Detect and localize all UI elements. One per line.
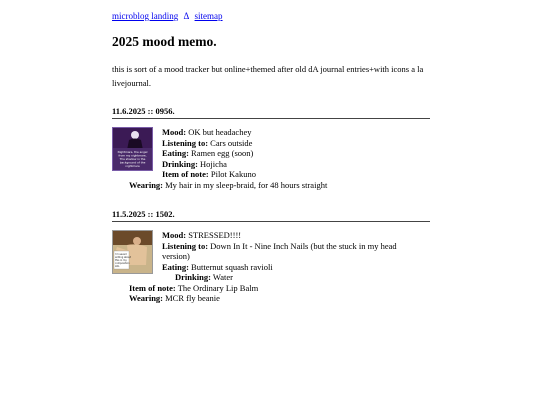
listening-label: Listening to: <box>162 137 209 148</box>
entry-body <box>112 230 430 304</box>
mood-line <box>162 127 430 138</box>
page-title: 2025 mood memo. <box>112 34 217 49</box>
drinking-label: Drinking: <box>162 158 198 169</box>
drinking-label: Drinking: <box>175 272 211 282</box>
night-figure-icon <box>112 127 153 171</box>
page-content <box>112 10 430 303</box>
drinking-line <box>175 272 430 283</box>
top-nav <box>112 10 430 22</box>
icon-caption-line: Nightmare, the angel <box>117 150 148 154</box>
listening-value: Down In It - Nine Inch Nails (but the stuck in my head <box>210 240 397 251</box>
triangle-separator-icon: Δ <box>183 11 190 21</box>
painting-figure-icon <box>112 230 153 274</box>
wearing-label: Wearing: <box>129 179 163 190</box>
intro-text: this is sort of a mood tracker but online+themed after old dA journal entries+with icons a la livejournal. <box>112 64 424 88</box>
item-label: Item of note: <box>129 282 176 293</box>
item-line <box>112 169 430 180</box>
wearing-line <box>112 180 430 191</box>
entry-fields <box>112 230 430 283</box>
drinking-value: Hojicha <box>200 158 227 169</box>
entry-header: 11.5.2025 :: 1502. <box>112 209 430 222</box>
listening-line <box>162 241 430 252</box>
entry-header: 11.6.2025 :: 0956. <box>112 106 430 119</box>
drinking-line <box>162 159 430 170</box>
eating-value: Ramen egg (soon) <box>191 148 254 158</box>
journal-entry <box>112 106 430 190</box>
microblog-landing-link[interactable]: microblog landing <box>112 11 179 21</box>
icon-caption-line: The shadow in the <box>119 157 146 161</box>
icon-caption-line: writing about <box>115 256 131 259</box>
icon-caption-line: i'm saved <box>115 253 127 256</box>
wearing-value: My hair in my sleep-braid, for 48 hours straight <box>165 179 328 190</box>
entry-fields <box>112 127 430 169</box>
listening-continuation: version) <box>162 251 190 261</box>
item-line <box>112 283 430 294</box>
mood-value: STRESSED!!!! <box>188 230 242 240</box>
icon-caption-line: this in my <box>115 259 127 262</box>
item-value: Pilot Kakuno <box>210 169 256 179</box>
eating-label: Eating: <box>162 148 189 158</box>
mood-label: Mood: <box>162 230 187 240</box>
wearing-value: MCR fly beanie <box>165 293 220 303</box>
icon-caption-line: background of the <box>119 160 146 165</box>
eating-label: Eating: <box>162 261 189 272</box>
icon-caption-line: from my nightmare, <box>118 153 147 158</box>
sitemap-link[interactable]: sitemap <box>194 11 223 21</box>
listening-label: Listening to: <box>162 240 209 251</box>
mood-label: Mood: <box>162 127 187 137</box>
listening-line <box>162 138 430 149</box>
mood-line <box>162 230 430 241</box>
wearing-label: Wearing: <box>129 293 163 303</box>
item-value: The Ordinary Lip Balm <box>177 282 259 293</box>
icon-caption-line: composition <box>115 262 130 265</box>
item-label: Item of note: <box>162 169 209 179</box>
eating-value: Butternut squash ravioli <box>191 261 273 272</box>
eating-line <box>162 148 430 159</box>
icon-caption-line: nightmare <box>125 164 140 168</box>
icon-caption-line: LOL <box>115 265 120 268</box>
mood-value: OK but headachey <box>188 127 252 137</box>
journal-entry <box>112 209 430 304</box>
eating-line <box>162 262 430 273</box>
listening-value: Cars outside <box>210 137 253 148</box>
entry-body <box>112 127 430 190</box>
wearing-line <box>112 293 430 304</box>
drinking-value: Water <box>212 272 233 282</box>
